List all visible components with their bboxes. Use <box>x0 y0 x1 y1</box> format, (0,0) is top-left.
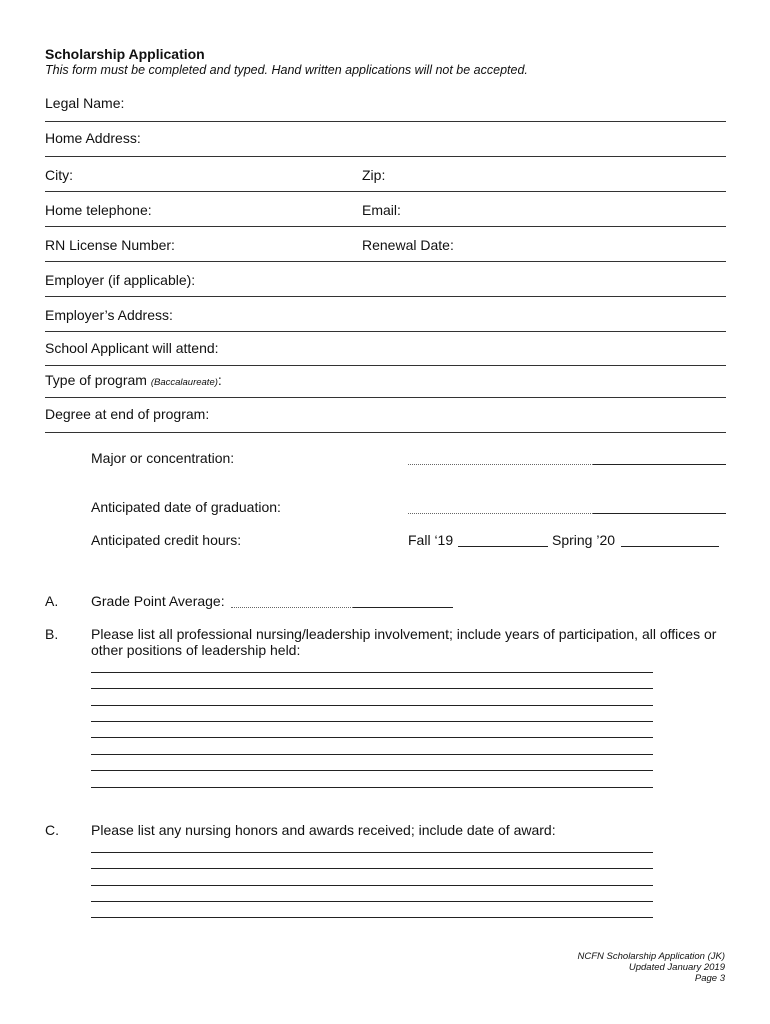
fall-label: Fall ‘19 <box>408 532 454 548</box>
footer-updated: Updated January 2019 <box>628 962 725 973</box>
leadership-entry-line[interactable] <box>91 737 653 738</box>
major-line-dotted <box>408 464 593 465</box>
form-title: Scholarship Application <box>45 46 205 62</box>
rn-license-label: RN License Number: <box>45 237 175 253</box>
leadership-entry-line[interactable] <box>91 754 653 755</box>
legal-name-label: Legal Name: <box>45 95 125 111</box>
spring-credit-line[interactable] <box>621 546 719 547</box>
degree-field[interactable] <box>45 397 726 433</box>
major-input-line[interactable] <box>593 464 726 465</box>
employer-label: Employer (if applicable): <box>45 272 196 288</box>
section-c-text: Please list any nursing honors and awards received; include date of award: <box>91 822 556 838</box>
section-b-letter: B. <box>45 626 59 642</box>
home-address-field[interactable] <box>45 121 726 157</box>
email-label: Email: <box>362 202 401 218</box>
fall-credit-line[interactable] <box>458 546 548 547</box>
honors-entry-line[interactable] <box>91 917 653 918</box>
page-footer <box>578 951 725 984</box>
leadership-entry-line[interactable] <box>91 688 653 689</box>
footer-page-number: Page 3 <box>694 973 725 984</box>
city-zip-row[interactable] <box>45 156 726 192</box>
gpa-input-line[interactable] <box>353 607 453 608</box>
program-type-note: (Baccalaureate) <box>150 377 218 388</box>
section-b-text-line2: other positions of leadership held: <box>91 642 301 658</box>
section-c-letter: C. <box>45 822 59 838</box>
graduation-label: Anticipated date of graduation: <box>91 499 281 515</box>
leadership-entry-line[interactable] <box>91 770 653 771</box>
program-type-text: Type of program <box>45 372 147 388</box>
legal-name-field[interactable] <box>45 86 726 122</box>
spring-label: Spring ’20 <box>552 532 616 548</box>
honors-entry-line[interactable] <box>91 868 653 869</box>
gpa-label: Grade Point Average: <box>91 593 225 609</box>
footer-form-name: NCFN Scholarship Application (JK) <box>577 951 725 962</box>
zip-label: Zip: <box>362 167 386 183</box>
gpa-line-dotted <box>231 607 353 608</box>
telephone-email-row[interactable] <box>45 191 726 227</box>
program-type-label <box>45 372 222 388</box>
graduation-input-line[interactable] <box>593 513 726 514</box>
honors-entry-line[interactable] <box>91 901 653 902</box>
leadership-entry-line[interactable] <box>91 672 653 673</box>
credit-hours-label: Anticipated credit hours: <box>91 532 242 548</box>
honors-entry-line[interactable] <box>91 852 653 853</box>
school-label: School Applicant will attend: <box>45 340 219 356</box>
license-renewal-row[interactable] <box>45 226 726 262</box>
leadership-entry-line[interactable] <box>91 705 653 706</box>
program-type-colon: : <box>217 372 222 388</box>
renewal-date-label: Renewal Date: <box>362 237 454 253</box>
city-label: City: <box>45 167 73 183</box>
major-label: Major or concentration: <box>91 450 235 466</box>
leadership-entry-line[interactable] <box>91 721 653 722</box>
program-type-field[interactable] <box>45 365 726 398</box>
graduation-line-dotted <box>408 513 593 514</box>
home-address-label: Home Address: <box>45 130 141 146</box>
leadership-entry-line[interactable] <box>91 787 653 788</box>
honors-entry-line[interactable] <box>91 885 653 886</box>
degree-label: Degree at end of program: <box>45 406 210 422</box>
form-instructions: This form must be completed and typed. Hand written applications will not be accepted. <box>45 63 528 77</box>
home-telephone-label: Home telephone: <box>45 202 152 218</box>
section-b-text-line1: Please list all professional nursing/leadership involvement; include years of participation, all offices or <box>91 626 717 642</box>
section-a-letter: A. <box>45 593 59 609</box>
school-field[interactable] <box>45 331 726 366</box>
employer-field[interactable] <box>45 261 726 297</box>
employer-address-field[interactable] <box>45 296 726 332</box>
employer-address-label: Employer’s Address: <box>45 307 173 323</box>
